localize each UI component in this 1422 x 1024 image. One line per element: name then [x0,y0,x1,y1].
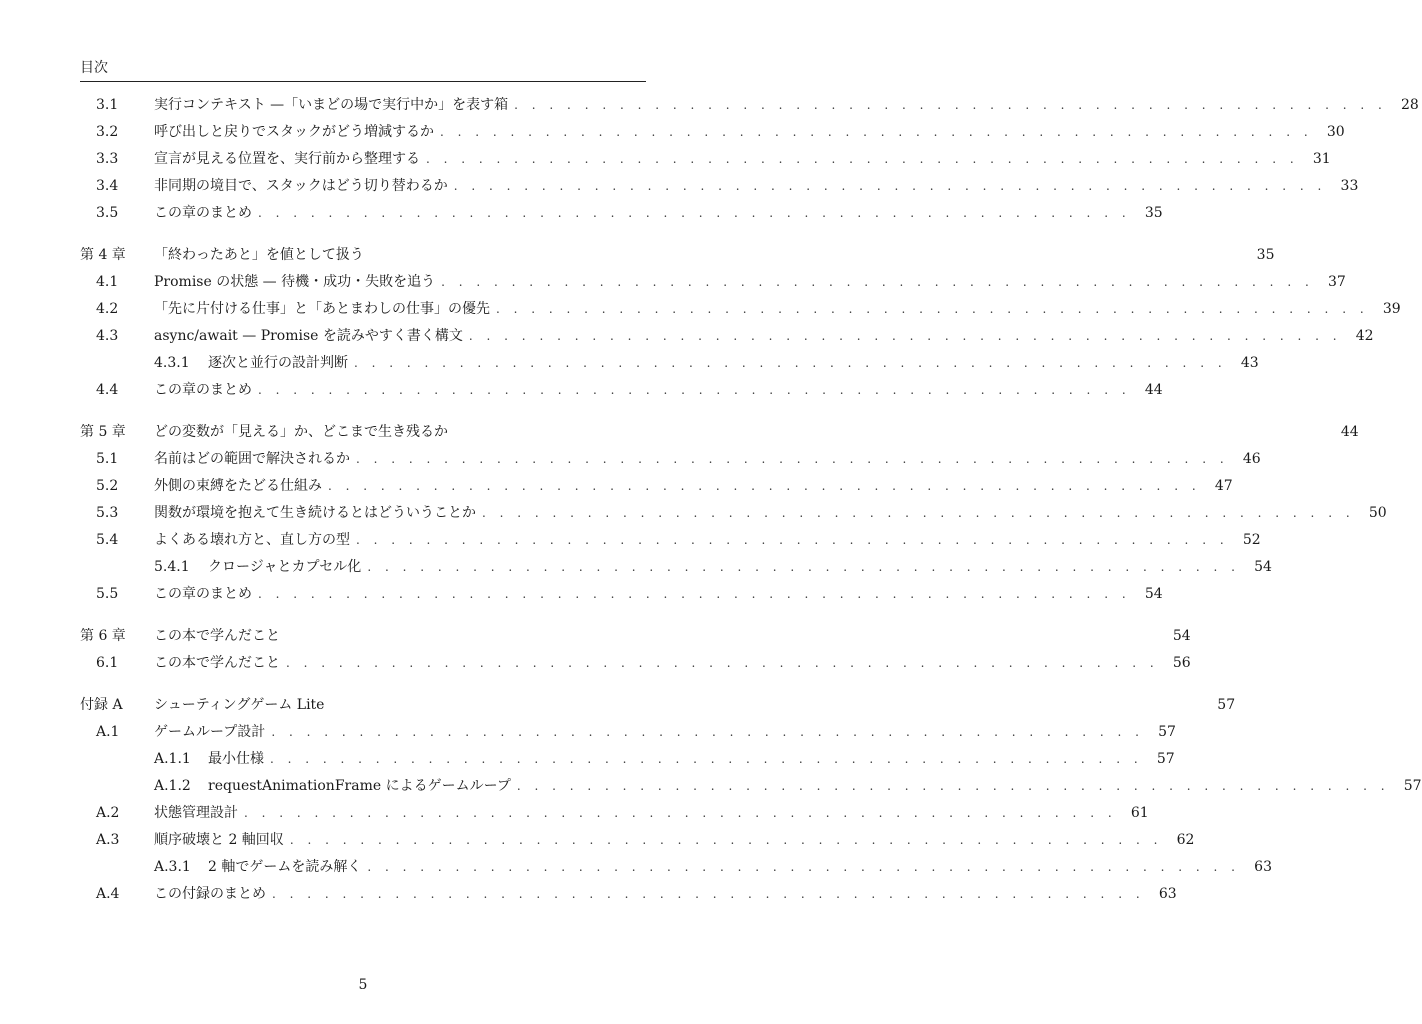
toc-header [80,58,646,82]
entry-number: 5.4.1 [154,559,190,575]
entry-number: 6.1 [96,655,119,671]
dot-leader: . . . . . . . . . . . . . . . . . . . . . . . . . . . . . . . . . . . . . . . . . . . . . . . . . . [258,587,1131,601]
entry-page: 63 [1158,886,1177,902]
entry-page: 54 [1172,628,1191,644]
entry-title: 実行コンテキスト —「いまどの場で実行中か」を表す箱 [154,97,509,113]
toc-section-entry[interactable] [80,265,1346,292]
entry-number: 5.5 [96,586,119,602]
entry-title: 名前はどの範囲で解決されるか [154,451,350,467]
entry-title: 最小仕様 [208,751,264,767]
dot-leader: . . . . . . . . . . . . . . . . . . . . . . . . . . . . . . . . . . . . . . . . . . . . . . . . . . [441,275,1314,289]
toc-section-entry[interactable] [80,823,1195,850]
dot-leader: . . . . . . . . . . . . . . . . . . . . . . . . . . . . . . . . . . . . . . . . . . . . . . . . . . [289,833,1163,847]
entry-title: シューティングゲーム Lite [154,697,325,713]
dot-leader: . . . . . . . . . . . . . . . . . . . . . . . . . . . . . . . . . . . . . . . . . . . . . . . . . . [270,752,1143,766]
dot-leader [286,626,1169,646]
dot-leader: . . . . . . . . . . . . . . . . . . . . . . . . . . . . . . . . . . . . . . . . . . . . . . . . . . [514,98,1387,112]
toc-section-entry[interactable] [80,796,1149,823]
entry-page: 44 [1340,424,1359,440]
entry-number: A.3.1 [154,859,191,875]
entry-number: A.1.2 [154,778,191,794]
toc-subsection-entry[interactable] [80,769,1422,796]
entry-number: 5.1 [96,451,119,467]
entry-number: A.1.1 [154,751,191,767]
toc-section-entry[interactable] [80,715,1176,742]
toc-chapter-entry[interactable] [80,688,1236,715]
entry-number: A.2 [96,805,120,821]
entry-number: 4.3 [96,328,119,344]
entry-page: 62 [1176,832,1195,848]
entry-title: 「先に片付ける仕事」と「あとまわしの仕事」の優先 [154,301,490,317]
toc-section-entry[interactable] [80,115,1345,142]
entry-page: 56 [1172,655,1191,671]
toc-chapter-entry[interactable] [80,238,1275,265]
toc-subsection-entry[interactable] [80,742,1175,769]
entry-title: 関数が環境を抱えて生き続けるとはどういうことか [154,505,476,521]
dot-leader: . . . . . . . . . . . . . . . . . . . . . . . . . . . . . . . . . . . . . . . . . . . . . . . . . . [258,206,1131,220]
entry-page: 50 [1368,505,1387,521]
dot-leader [370,245,1253,265]
entry-title: async/await — Promise を読みやすく書く構文 [154,328,463,344]
entry-number: 5.2 [96,478,119,494]
entry-number: 4.3.1 [154,355,190,371]
toc-section-entry[interactable] [80,292,1401,319]
dot-leader: . . . . . . . . . . . . . . . . . . . . . . . . . . . . . . . . . . . . . . . . . . . . . . . . . . [356,533,1229,547]
toc-section-entry[interactable] [80,577,1163,604]
entry-title: この章のまとめ [154,586,252,602]
dot-leader: . . . . . . . . . . . . . . . . . . . . . . . . . . . . . . . . . . . . . . . . . . . . . . . . . . [440,125,1313,139]
entry-title: 呼び出しと戻りでスタックがどう増減するか [154,124,434,140]
toc-section-entry[interactable] [80,469,1233,496]
entry-number: 第 5 章 [80,424,126,440]
entry-number: 第 6 章 [80,628,126,644]
entry-page: 46 [1242,451,1261,467]
entry-page: 44 [1144,382,1163,398]
toc-section-entry[interactable] [80,169,1359,196]
entry-title: この本で学んだこと [154,655,280,671]
entry-number: 3.1 [96,97,119,113]
dot-leader: . . . . . . . . . . . . . . . . . . . . . . . . . . . . . . . . . . . . . . . . . . . . . . . . . . [367,860,1240,874]
entry-page: 54 [1144,586,1163,602]
entry-title: requestAnimationFrame によるゲームループ [208,778,511,794]
entry-number: A.4 [96,886,120,902]
entry-page: 47 [1214,478,1233,494]
toc-chapter-entry[interactable] [80,415,1359,442]
entry-page: 31 [1312,151,1331,167]
entry-page: 39 [1382,301,1401,317]
dot-leader: . . . . . . . . . . . . . . . . . . . . . . . . . . . . . . . . . . . . . . . . . . . . . . . . . . [482,506,1355,520]
entry-title: 状態管理設計 [154,805,238,821]
entry-title: 外側の束縛をたどる仕組み [154,478,322,494]
dot-leader: . . . . . . . . . . . . . . . . . . . . . . . . . . . . . . . . . . . . . . . . . . . . . . . . . . [272,887,1145,901]
entry-number: A.1 [96,724,120,740]
toc-chapter-entry[interactable] [80,619,1191,646]
entry-page: 37 [1327,274,1346,290]
entry-page: 35 [1144,205,1163,221]
entry-page: 54 [1254,559,1272,575]
dot-leader: . . . . . . . . . . . . . . . . . . . . . . . . . . . . . . . . . . . . . . . . . . . . . . . . . . [453,179,1327,193]
entry-number: 3.5 [96,205,119,221]
entry-page: 57 [1217,697,1236,713]
entry-number: 4.4 [96,382,119,398]
entry-title: 「終わったあと」を値として扱う [154,247,364,263]
entry-page: 33 [1340,178,1359,194]
dot-leader: . . . . . . . . . . . . . . . . . . . . . . . . . . . . . . . . . . . . . . . . . . . . . . . . . . [354,356,1227,370]
dot-leader: . . . . . . . . . . . . . . . . . . . . . . . . . . . . . . . . . . . . . . . . . . . . . . . . . . [496,302,1369,316]
toc-section-entry[interactable] [80,319,1374,346]
entry-page: 57 [1158,724,1176,740]
dot-leader: . . . . . . . . . . . . . . . . . . . . . . . . . . . . . . . . . . . . . . . . . . . . . . . . . . [244,806,1117,820]
dot-leader: . . . . . . . . . . . . . . . . . . . . . . . . . . . . . . . . . . . . . . . . . . . . . . . . . . [286,656,1159,670]
toc-section-entry[interactable] [80,142,1331,169]
page-number: 5 [358,977,368,993]
entry-page: 63 [1254,859,1272,875]
entry-number: 付録 A [80,697,123,713]
page-title: 目次 [80,60,108,76]
entry-title: Promise の状態 — 待機・成功・失敗を追う [154,274,436,290]
entry-title: 順序破壊と 2 軸回収 [154,832,284,848]
entry-number: 3.3 [96,151,119,167]
toc-section-entry[interactable] [80,373,1163,400]
toc-section-entry[interactable] [80,442,1261,469]
entry-title: クロージャとカプセル化 [208,559,362,575]
entry-number: 3.2 [96,124,119,140]
dot-leader: . . . . . . . . . . . . . . . . . . . . . . . . . . . . . . . . . . . . . . . . . . . . . . . . . . [516,779,1390,793]
toc-subsection-entry[interactable] [80,346,1259,373]
toc-section-entry[interactable] [80,88,1419,115]
entry-page: 57 [1156,751,1175,767]
entry-title: ゲームループ設計 [154,724,266,740]
toc-subsection-entry[interactable] [80,550,1272,577]
table-of-contents [80,88,1422,904]
entry-number: 4.1 [96,274,119,290]
toc-section-entry[interactable] [80,196,1163,223]
toc-section-entry[interactable] [80,877,1177,904]
entry-title: この付録のまとめ [154,886,266,902]
entry-number: 5.4 [96,532,119,548]
dot-leader: . . . . . . . . . . . . . . . . . . . . . . . . . . . . . . . . . . . . . . . . . . . . . . . . . . [367,560,1240,574]
dot-leader: . . . . . . . . . . . . . . . . . . . . . . . . . . . . . . . . . . . . . . . . . . . . . . . . . . [258,383,1131,397]
entry-number: 4.2 [96,301,119,317]
toc-section-entry[interactable] [80,496,1387,523]
dot-leader: . . . . . . . . . . . . . . . . . . . . . . . . . . . . . . . . . . . . . . . . . . . . . . . . . . [271,725,1144,739]
dot-leader: . . . . . . . . . . . . . . . . . . . . . . . . . . . . . . . . . . . . . . . . . . . . . . . . . . [426,152,1299,166]
entry-page: 28 [1400,97,1419,113]
entry-title: よくある壊れ方と、直し方の型 [154,532,350,548]
entry-title: この本で学んだこと [154,628,280,644]
dot-leader [454,422,1337,442]
entry-page: 30 [1326,124,1345,140]
entry-page: 42 [1355,328,1374,344]
toc-section-entry[interactable] [80,646,1191,673]
entry-title: 2 軸でゲームを読み解く [208,859,362,875]
entry-title: どの変数が「見える」か、どこまで生き残るか [154,424,448,440]
entry-page: 43 [1240,355,1259,371]
entry-page: 52 [1242,532,1261,548]
dot-leader: . . . . . . . . . . . . . . . . . . . . . . . . . . . . . . . . . . . . . . . . . . . . . . . . . . [328,479,1201,493]
toc-section-entry[interactable] [80,523,1261,550]
dot-leader: . . . . . . . . . . . . . . . . . . . . . . . . . . . . . . . . . . . . . . . . . . . . . . . . . . [356,452,1229,466]
entry-title: 非同期の境目で、スタックはどう切り替わるか [154,178,448,194]
entry-page: 61 [1130,805,1149,821]
entry-number: 第 4 章 [80,247,126,263]
toc-subsection-entry[interactable] [80,850,1272,877]
entry-title: この章のまとめ [154,205,252,221]
entry-number: 3.4 [96,178,119,194]
entry-title: 逐次と並行の設計判断 [208,355,348,371]
entry-number: 5.3 [96,505,119,521]
entry-title: 宣言が見える位置を、実行前から整理する [154,151,420,167]
entry-page: 35 [1256,247,1275,263]
dot-leader [330,695,1213,715]
dot-leader: . . . . . . . . . . . . . . . . . . . . . . . . . . . . . . . . . . . . . . . . . . . . . . . . . . [468,329,1342,343]
entry-number: A.3 [96,832,120,848]
entry-page: 57 [1403,778,1422,794]
entry-title: この章のまとめ [154,382,252,398]
